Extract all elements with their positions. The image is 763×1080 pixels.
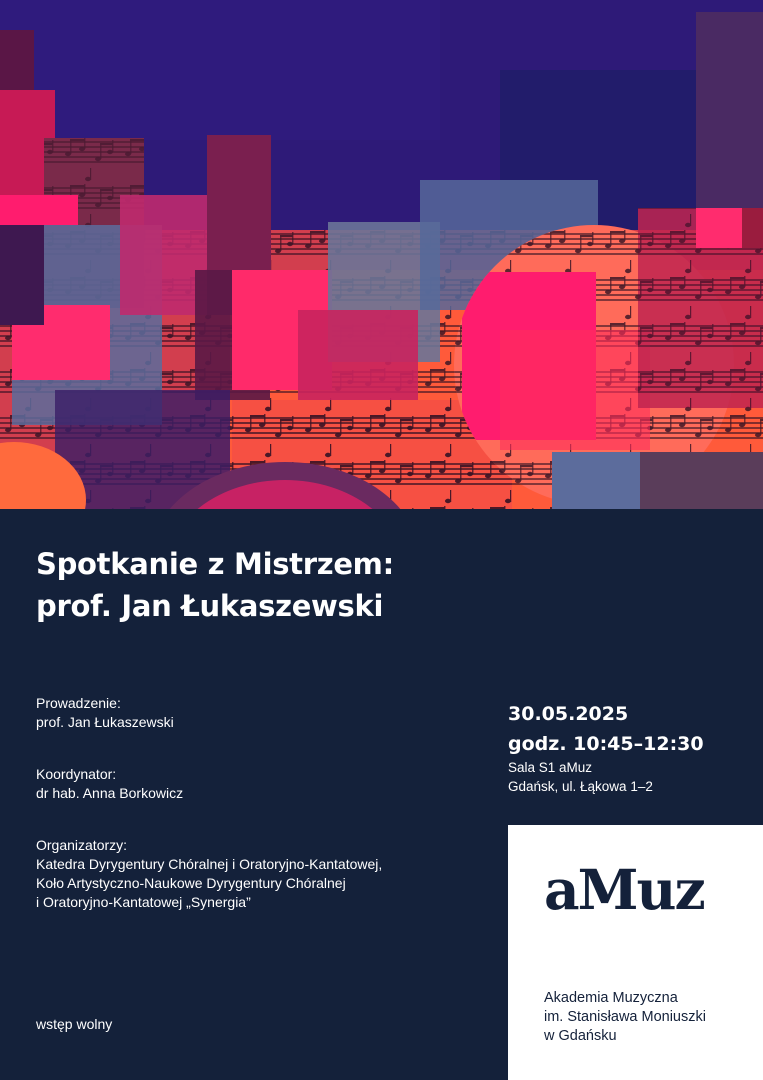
host-label: Prowadzenie: <box>36 695 121 711</box>
organizers-line: i Oratoryjno-Kantatowej „Synergia” <box>36 894 251 910</box>
admission-note: wstęp wolny <box>36 1016 113 1032</box>
venue-room: Sala S1 aMuz <box>508 760 593 775</box>
coordinator-label: Koordynator: <box>36 766 117 782</box>
institution-line: im. Stanisława Moniuszki <box>544 1009 706 1025</box>
event-date: 30.05.2025 <box>508 703 629 725</box>
host-name: prof. Jan Łukaszewski <box>36 714 174 730</box>
header-artwork <box>0 0 763 509</box>
institution-name <box>544 989 706 1046</box>
organizers-line: Katedra Dyrygentury Chóralnej i Oratoryjno-Kantatowej, <box>36 856 383 872</box>
organizers-label: Organizatorzy: <box>36 837 128 853</box>
host-block <box>36 694 174 732</box>
event-title <box>36 543 596 627</box>
abstract-music-collage <box>0 0 763 509</box>
venue-address: Gdańsk, ul. Łąkowa 1–2 <box>508 779 653 794</box>
institution-line: Akademia Muzyczna <box>544 990 678 1006</box>
event-time: godz. 10:45–12:30 <box>508 733 704 755</box>
event-info-panel <box>0 509 763 1080</box>
event-title-line-1: Spotkanie z Mistrzem: <box>36 547 394 581</box>
organizers-line: Koło Artystyczno-Naukowe Dyrygentury Chóralnej <box>36 875 346 891</box>
organizers-block <box>36 836 382 912</box>
coordinator-block <box>36 765 183 803</box>
institution-line: w Gdańsku <box>544 1028 617 1044</box>
venue-block <box>508 758 653 796</box>
event-title-line-2: prof. Jan Łukaszewski <box>36 589 384 623</box>
amuz-logo: aMuz <box>544 857 704 922</box>
amuz-logo-box <box>508 825 763 1080</box>
event-datetime <box>508 699 704 759</box>
coordinator-name: dr hab. Anna Borkowicz <box>36 785 184 801</box>
